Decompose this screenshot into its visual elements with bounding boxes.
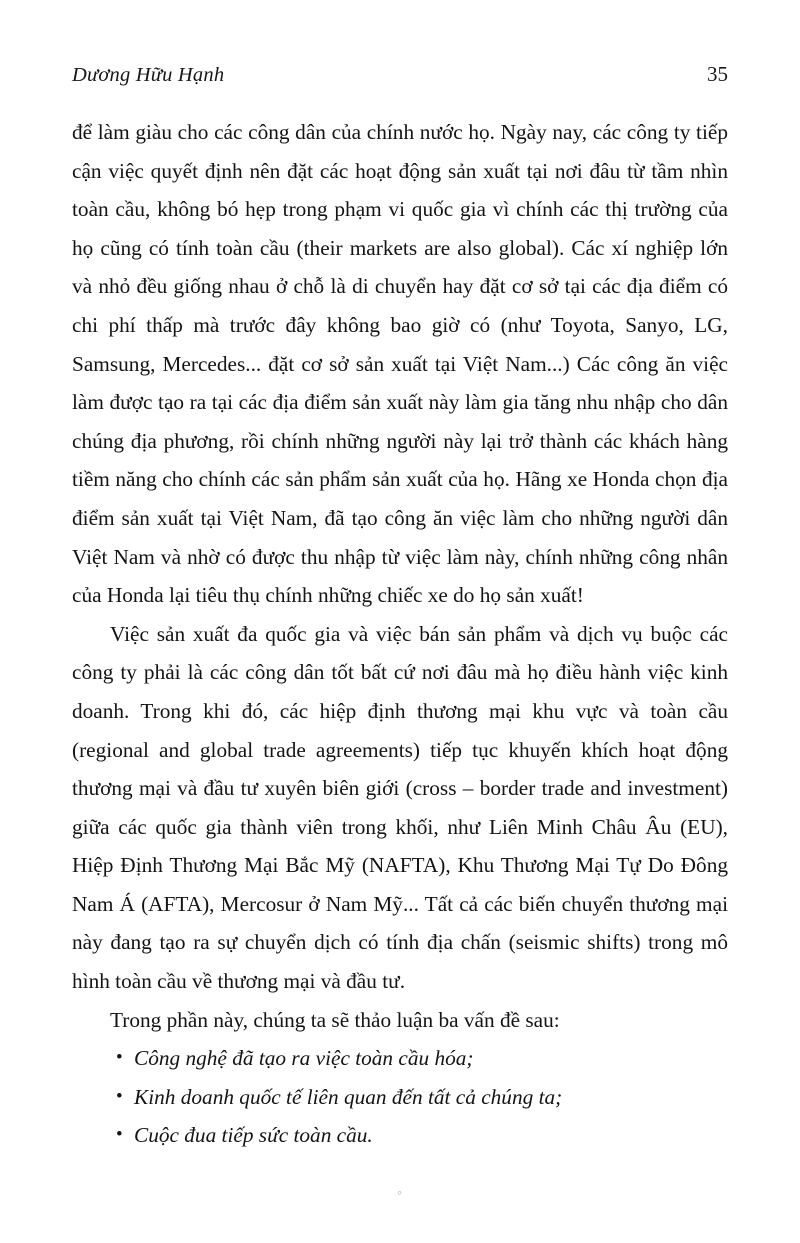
page-header <box>72 62 728 87</box>
paragraph-3: Trong phần này, chúng ta sẽ thảo luận ba vấn đề sau: <box>110 1007 560 1032</box>
list-item: • Công nghệ đã tạo ra việc toàn cầu hóa; <box>72 1039 728 1078</box>
list-item: • Cuộc đua tiếp sức toàn cầu. <box>72 1116 728 1155</box>
paragraph-2: Việc sản xuất đa quốc gia và việc bán sản phẩm và dịch vụ buộc các công ty phải là các công dân tốt bất cứ nơi đâu mà họ điều hành việc kinh doanh. Trong khi đó, các hiệp định thương mại khu vực và toàn cầu (regional and global trade agreements) tiếp tục khuyến khích hoạt động thương mại và đầu tư xuyên biên giới (cross – border trade and investment) giữa các quốc gia thành viên trong khối, như Liên Minh Châu Âu (EU), Hiệp Định Thương Mại Bắc Mỹ (NAFTA), Khu Thương Mại Tự Do Đông Nam Á (AFTA), Mercosur ở Nam Mỹ... Tất cả các biến chuyển thương mại này đang tạo ra sự chuyển dịch có tính địa chấn (seismic shifts) trong mô hình toàn cầu về thương mại và đầu tư. <box>72 621 728 994</box>
page-number: 35 <box>707 62 728 86</box>
paragraph-1: để làm giàu cho các công dân của chính nước họ. Ngày nay, các công ty tiếp cận việc quyết định nên đặt các hoạt động sản xuất tại nơi đâu từ tầm nhìn toàn cầu, không bó hẹp trong phạm vi quốc gia vì chính các thị trường của họ cũng có tính toàn cầu (their markets are also global). Các xí nghiệp lớn và nhỏ đều giống nhau ở chỗ là di chuyển hay đặt cơ sở tại các địa điểm có chi phí thấp mà trước đây không bao giờ có (như Toyota, Sanyo, LG, Samsung, Mercedes... đặt cơ sở sản xuất tại Việt Nam...) Các công ăn việc làm được tạo ra tại các địa điểm sản xuất này làm gia tăng nhu nhập cho dân chúng địa phương, rồi chính những người này lại trở thành các khách hàng tiềm năng cho chính các sản phẩm sản xuất của họ. Hãng xe Honda chọn địa điểm sản xuất tại Việt Nam, đã tạo công ăn việc làm cho những người dân Việt Nam và nhờ có được thu nhập từ việc làm này, chính những công nhân của Honda lại tiêu thụ chính những chiếc xe do họ sản xuất! <box>72 120 728 608</box>
bullet-list <box>72 1039 728 1155</box>
running-head-author: Dương Hữu Hạnh <box>72 64 225 86</box>
footer-ornament: ∘ <box>396 1187 404 1199</box>
page-body <box>72 113 728 1155</box>
list-item: • Kinh doanh quốc tế liên quan đến tất cả chúng ta; <box>72 1078 728 1117</box>
